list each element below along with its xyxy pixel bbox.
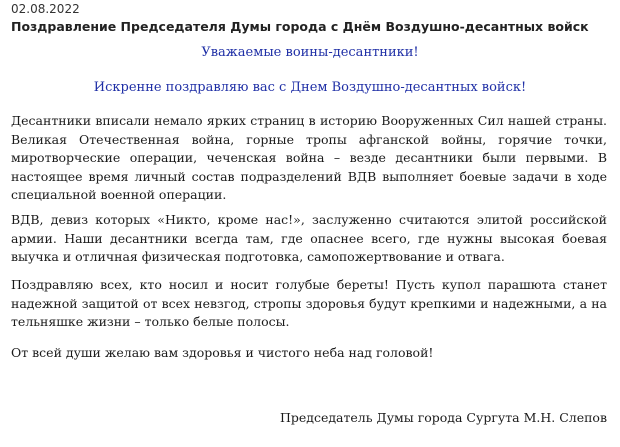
- signature: Председатель Думы города Сургута М.Н. Слепов: [279, 410, 607, 425]
- paragraph-closing: От всей души желаю вам здоровья и чистого неба над головой!: [11, 345, 434, 360]
- paragraph-motto: ВДВ, девиз которых «Никто, кроме нас!», заслуженно считаются элитой российской армии. Наши десантники всегда там, где опаснее всего, где нужны высокая боевая выучка и отличная физическая подготовка, самопожертвование и отвага.: [11, 212, 607, 265]
- congratulation-line: Искренне поздравляю вас с Днем Воздушно-десантных войск!: [93, 80, 527, 95]
- salutation: Уважаемые воины-десантники!: [201, 45, 419, 60]
- article-date: 02.08.2022: [11, 2, 80, 16]
- article-title: Поздравление Председателя Думы города с Днём Воздушно-десантных войск: [11, 19, 589, 34]
- paragraph-history: Десантники вписали немало ярких страниц в историю Вооруженных Сил нашей страны. Великая Отечественная война, горные тропы афганской войны, горячие точки, миротворческие операции, чеченская война – везде десантники были первыми. В настоящее время личный состав подразделений ВДВ выполняет боевые задачи в ходе специальной военной операции.: [11, 113, 607, 203]
- paragraph-wishes: Поздравляю всех, кто носил и носит голубые береты! Пусть купол парашюта станет надежной защитой от всех невзгод, стропы здоровья будут крепкими и надежными, а на тельняшке жизни – только белые полосы.: [11, 277, 607, 330]
